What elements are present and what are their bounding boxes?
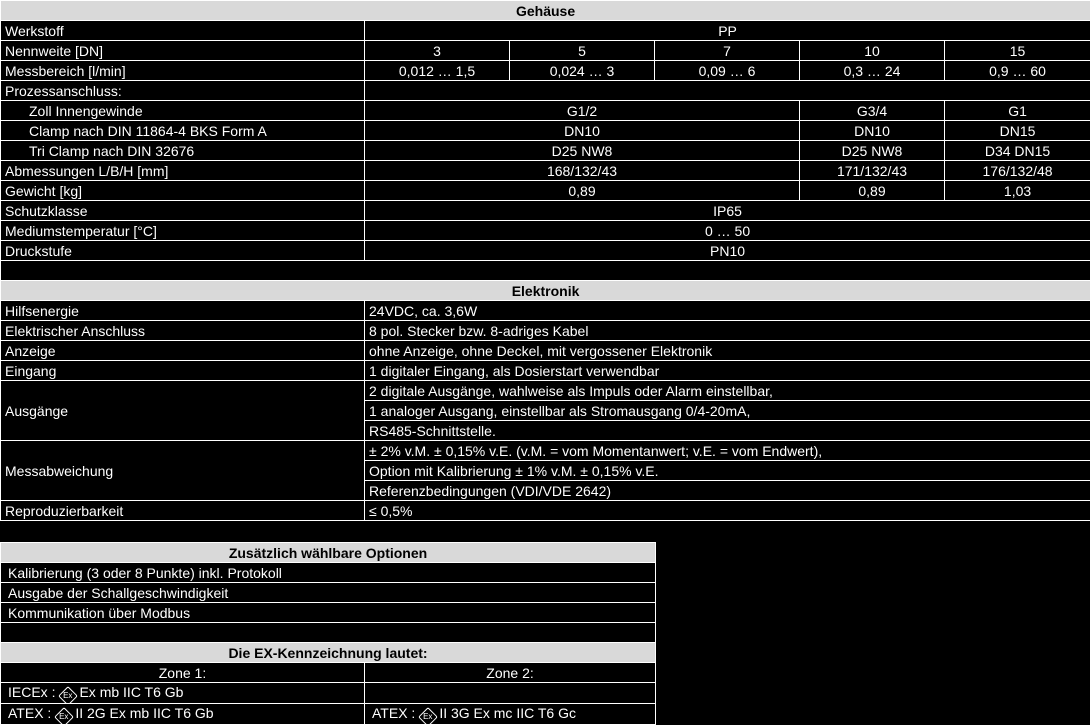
cell-value: 15 — [945, 41, 1090, 61]
cell-value: G1 — [945, 101, 1090, 121]
cell-value: 0,89 — [365, 181, 800, 201]
table-row — [1, 321, 1090, 341]
cell-value: 5 — [510, 41, 655, 61]
row-label: Zoll Innengewinde — [1, 101, 365, 121]
cell-value: D25 NW8 — [365, 141, 800, 161]
table-row — [1, 361, 1090, 381]
row-label: Anzeige — [1, 341, 365, 361]
cell-value: ohne Anzeige, ohne Deckel, mit vergossener Elektronik — [365, 341, 1090, 361]
cell-value: 0,89 — [800, 181, 945, 201]
atex-marking-zone2: II 3G Ex mc IIC T6 Gc — [439, 705, 576, 721]
spacer-row — [1, 261, 1090, 281]
row-label: Druckstufe — [1, 241, 365, 261]
cell-value: D34 DN15 — [945, 141, 1090, 161]
cell-value: G3/4 — [800, 101, 945, 121]
table-row — [1, 441, 1090, 461]
cell-value: IP65 — [365, 201, 1090, 221]
cell-value: 2 digitale Ausgänge, wahlweise als Impuls oder Alarm einstellbar, — [365, 381, 1090, 401]
cell-value: 3 — [365, 41, 510, 61]
row-label: Hilfsenergie — [1, 301, 365, 321]
row-label: Werkstoff — [1, 21, 365, 41]
cell-value: DN10 — [365, 121, 800, 141]
row-label: Messabweichung — [1, 441, 365, 501]
cell-value: 0,09 … 6 — [655, 61, 800, 81]
cell-empty — [365, 81, 1090, 101]
cell-value: 1,03 — [945, 181, 1090, 201]
table-row — [1, 181, 1090, 201]
cell-value: 1 analoger Ausgang, einstellbar als Stromausgang 0/4-20mA, — [365, 401, 1090, 421]
cell-value: G1/2 — [365, 101, 800, 121]
row-label: Elektrischer Anschluss — [1, 321, 365, 341]
table-row — [1, 663, 656, 683]
cell-value: DN15 — [945, 121, 1090, 141]
cell-value: 0 … 50 — [365, 221, 1090, 241]
row-label: Eingang — [1, 361, 365, 381]
row-label: Tri Clamp nach DIN 32676 — [1, 141, 365, 161]
table-row — [1, 704, 656, 725]
ex-hexagon-icon: Ex — [418, 707, 438, 724]
cell-value: 0,9 … 60 — [945, 61, 1090, 81]
cell-value: 168/132/43 — [365, 161, 800, 181]
table-row — [1, 221, 1090, 241]
list-item: Kalibrierung (3 oder 8 Punkte) inkl. Protokoll — [1, 563, 656, 583]
row-label: Schutzklasse — [1, 201, 365, 221]
row-label: Clamp nach DIN 11864-4 BKS Form A — [1, 121, 365, 141]
table-row — [1, 141, 1090, 161]
table-row — [1, 683, 656, 704]
cell-value: 7 — [655, 41, 800, 61]
atex-zone1 — [1, 704, 365, 725]
cell-value: RS485-Schnittstelle. — [365, 421, 1090, 441]
list-item: Ausgabe der Schallgeschwindigkeit — [1, 583, 656, 603]
cell-value: ≤ 0,5% — [365, 501, 1090, 521]
row-label: Prozessanschluss: — [1, 81, 365, 101]
zone2-header: Zone 2: — [365, 663, 656, 683]
ex-hexagon-icon: Ex — [59, 686, 79, 703]
iecex-zone1 — [1, 683, 365, 704]
table-row — [1, 501, 1090, 521]
cell-value: ± 2% v.M. ± 0,15% v.E. (v.M. = vom Momentanwert; v.E. = vom Endwert), — [365, 441, 1090, 461]
elektronik-title: Elektronik — [1, 281, 1090, 301]
table-row — [1, 101, 1090, 121]
cell-value: DN10 — [800, 121, 945, 141]
cell-value: 10 — [800, 41, 945, 61]
row-label: Gewicht [kg] — [1, 181, 365, 201]
ex-title: Die EX-Kennzeichnung lautet: — [1, 643, 656, 663]
cell-value: 1 digitaler Eingang, als Dosierstart verwendbar — [365, 361, 1090, 381]
row-label: Reproduzierbarkeit — [1, 501, 365, 521]
row-label: Mediumstemperatur [°C] — [1, 221, 365, 241]
zone1-header: Zone 1: — [1, 663, 365, 683]
spacer-row — [1, 623, 656, 643]
row-label: Abmessungen L/B/H [mm] — [1, 161, 365, 181]
cell-value: Referenzbedingungen (VDI/VDE 2642) — [365, 481, 1090, 501]
atex-label: ATEX : — [8, 705, 52, 721]
table-row — [1, 161, 1090, 181]
table-row — [1, 81, 1090, 101]
cell-value: PP — [365, 21, 1090, 41]
iecex-label: IECEx : — [8, 684, 56, 700]
table-row — [1, 241, 1090, 261]
atex-zone2 — [365, 704, 656, 725]
list-item: Kommunikation über Modbus — [1, 603, 656, 623]
cell-value: 171/132/43 — [800, 161, 945, 181]
cell-value: D25 NW8 — [800, 141, 945, 161]
table-row — [1, 201, 1090, 221]
table-row — [1, 41, 1090, 61]
table-row — [1, 301, 1090, 321]
atex-marking-zone1: II 2G Ex mb IIC T6 Gb — [75, 705, 214, 721]
cell-value: 8 pol. Stecker bzw. 8-adriges Kabel — [365, 321, 1090, 341]
cell-value: 0,3 … 24 — [800, 61, 945, 81]
iecex-marking: Ex mb IIC T6 Gb — [79, 684, 184, 700]
table-row — [1, 21, 1090, 41]
cell-value: Option mit Kalibrierung ± 1% v.M. ± 0,15% v.E. — [365, 461, 1090, 481]
ex-hexagon-icon: Ex — [54, 707, 74, 724]
table-row — [1, 381, 1090, 401]
table-row — [1, 341, 1090, 361]
cell-value: 0,012 … 1,5 — [365, 61, 510, 81]
cell-value: PN10 — [365, 241, 1090, 261]
table-row — [1, 61, 1090, 81]
cell-empty — [365, 683, 656, 704]
row-label: Messbereich [l/min] — [1, 61, 365, 81]
cell-value: 176/132/48 — [945, 161, 1090, 181]
row-label: Ausgänge — [1, 381, 365, 441]
row-label: Nennweite [DN] — [1, 41, 365, 61]
table-row — [1, 121, 1090, 141]
optionen-title: Zusätzlich wählbare Optionen — [1, 543, 656, 563]
atex-label: ATEX : — [372, 705, 416, 721]
options-ex-table — [0, 542, 656, 725]
gehaeuse-title: Gehäuse — [1, 1, 1090, 21]
cell-value: 24VDC, ca. 3,6W — [365, 301, 1090, 321]
cell-value: 0,024 … 3 — [510, 61, 655, 81]
